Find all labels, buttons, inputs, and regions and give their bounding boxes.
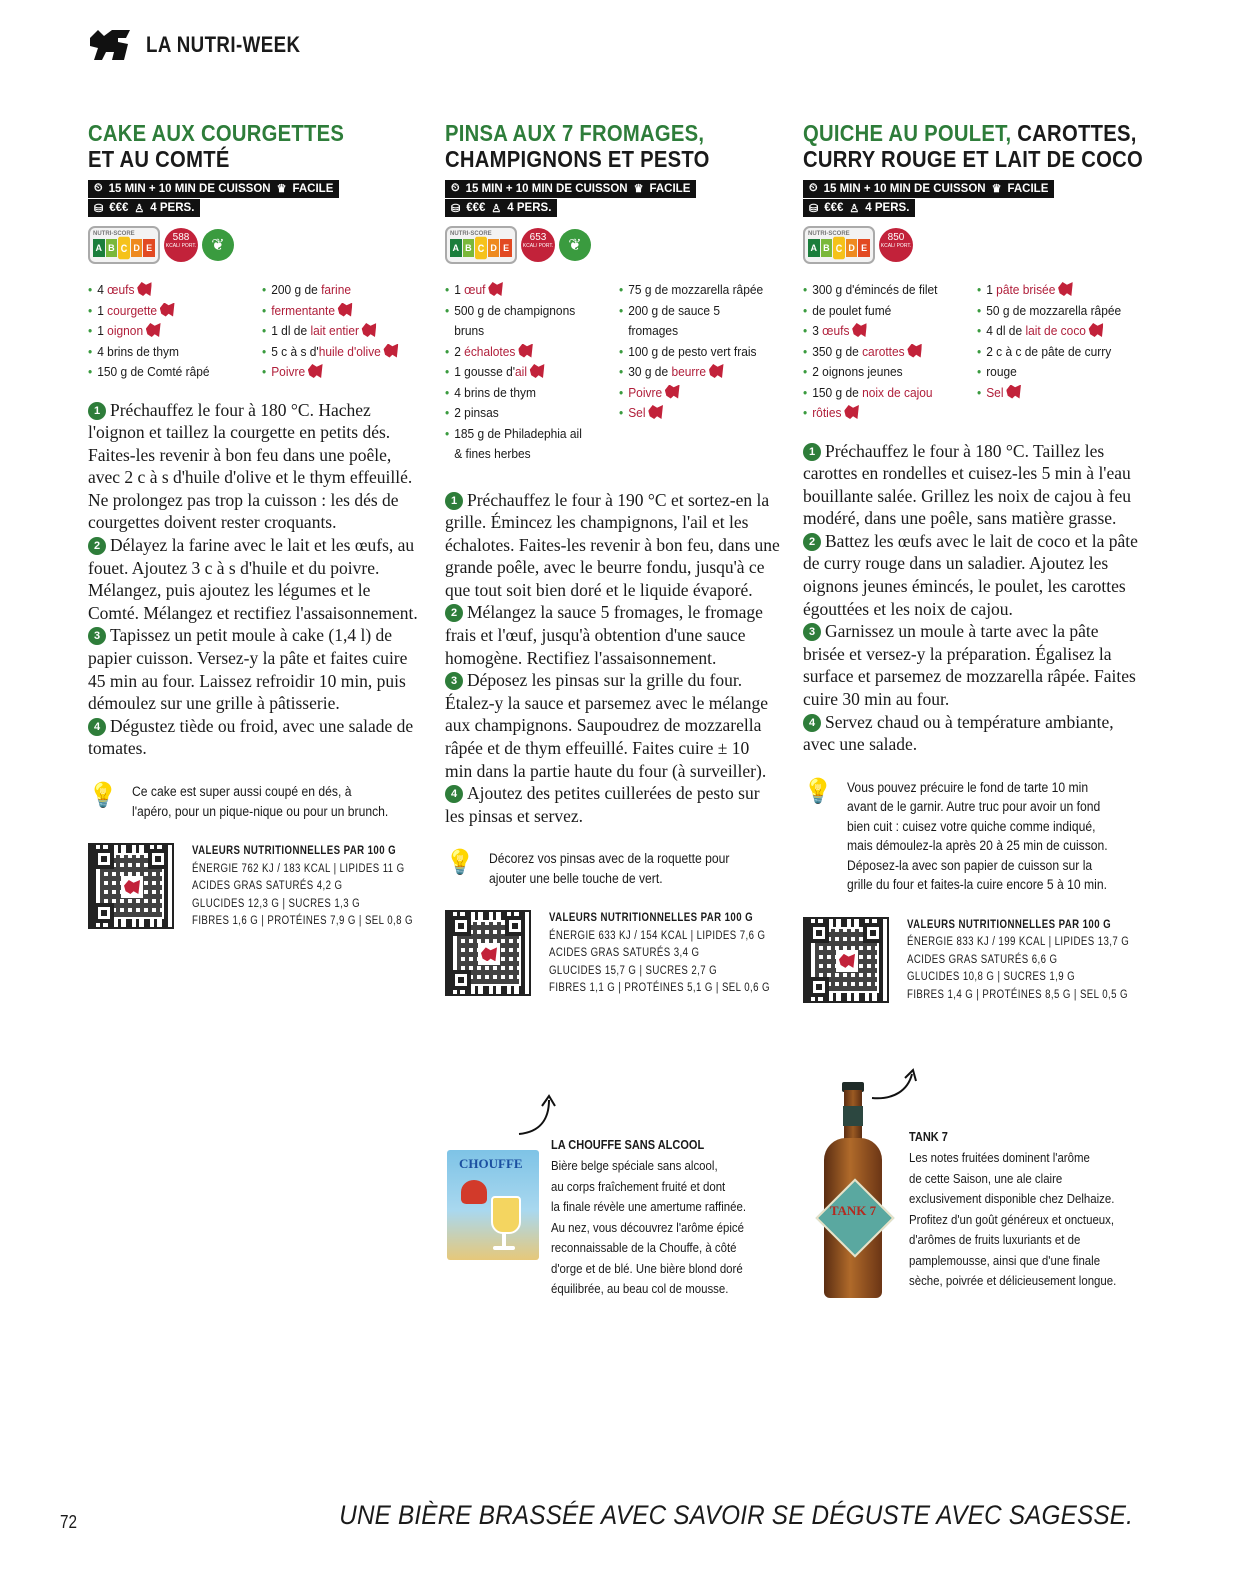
ingredient-item: • 4 œufs xyxy=(88,280,237,301)
chef-hat-icon: ♛ xyxy=(991,183,1002,195)
lion-icon xyxy=(844,405,859,419)
recipe-badges xyxy=(803,224,1138,266)
step-number: 1 xyxy=(445,492,463,510)
beer-pairing-chouffe: LA CHOUFFE SANS ALCOOL Bière belge spéciale sans alcool, au corps fraîchement fruité et dont la finale révèle une amertume raffinée. Au nez, vous découvrez l'arôme épicé reconnaissable de la Chouffe, à côté d'orge et de blé. Une bière blond doré équilibrée, au beau col de mousse. xyxy=(551,1138,747,1296)
ingredient-item: & fines herbes xyxy=(454,446,531,461)
nutrition-block: VALEURS NUTRITIONNELLES PAR 100 G ÉNERGIE 833 KJ / 199 KCAL | LIPIDES 13,7 G ACIDES GRAS SATURÉS 6,6 G GLUCIDES 10,8 G | SUCRES 1,9 G FIBRES 1,4 G | PROTÉINES 8,5 G | SEL 0,5 G xyxy=(803,917,1138,1005)
ingredient-item: • 150 g de Comté râpé xyxy=(88,362,237,383)
lion-icon xyxy=(160,303,175,317)
page-header xyxy=(88,28,328,62)
ingredients-list xyxy=(803,280,1138,424)
lion-icon xyxy=(361,323,376,337)
ingredients-list xyxy=(88,280,423,383)
recipe-column-2 xyxy=(445,120,780,998)
person-icon: ♙ xyxy=(491,202,502,215)
beer-pairing-tank7: TANK 7 Les notes fruitées dominent l'arôme de cette Saison, une ale claire exclusivement disponible chez Delhaize. Profitez d'un goût généreux et onctueux, d'arômes de fruits luxuriants et de pamplemousse, ainsi que d'une finale sèche, poivrée et délicieusement longue. xyxy=(909,1130,1117,1288)
ingredient-item: • 150 g de noix de cajou xyxy=(803,383,952,404)
clock-icon: ⏲ xyxy=(809,182,818,194)
lion-icon xyxy=(907,344,922,358)
ingredient-item: • 2 c à c de pâte de curry xyxy=(977,342,1126,363)
ingredient-item: • rôties xyxy=(803,403,952,424)
recipe-tip: 💡 Décorez vos pinsas avec de la roquette pour ajouter une belle touche de vert. xyxy=(445,849,780,888)
step-number: 3 xyxy=(803,623,821,641)
section-title: LA NUTRI-WEEK xyxy=(146,32,301,57)
ingredient-item: • 50 g de mozzarella râpée xyxy=(977,301,1126,322)
step: 3 Garnissez un moule à tarte avec la pâte brisée et versez-y la préparation. Égalisez la surface et parsemez de mozzarella râpée. Faites cuire 30 min au four. xyxy=(803,621,1136,710)
vegetarian-leaf-icon: ❦ xyxy=(559,229,591,261)
lion-icon xyxy=(1058,282,1073,296)
ingredient-item: • 1 œuf xyxy=(445,280,594,301)
step: 2 Délayez la farine avec le lait et les œufs, au fouet. Ajoutez 3 c à s d'huile et du poivre. Mélangez, puis ajoutez les légumes et le Comté. Mélangez et rectifiez l'assaisonnement. xyxy=(88,535,418,623)
ingredient-item: • 185 g de Philadephia ail xyxy=(445,424,594,445)
lightbulb-icon: 💡 xyxy=(88,782,118,809)
ingredient-item: • Sel xyxy=(619,403,768,424)
recipe-tip: 💡 Ce cake est super aussi coupé en dés, à l'apéro, pour un pique-nique ou pour un brunch. xyxy=(88,782,423,821)
step-number: 4 xyxy=(803,714,821,732)
recipe-title: PINSA AUX 7 FROMAGES, CHAMPIGNONS ET PESTO xyxy=(445,120,710,172)
nutri-score: NUTRI-SCORE A B C D E xyxy=(445,226,517,264)
lion-icon xyxy=(337,303,352,317)
qr-code[interactable] xyxy=(445,910,531,996)
step: 2 Battez les œufs avec le lait de coco et la pâte de curry rouge dans un saladier. Ajoutez les oignons jeunes émincés, le poulet, les carottes égouttées et les noix de cajou. xyxy=(803,530,1138,619)
ingredient-item: • 4 brins de thym xyxy=(88,342,237,363)
basket-icon: ⛁ xyxy=(809,202,819,215)
ingredient-item: • de poulet fumé xyxy=(803,301,952,322)
lion-icon xyxy=(648,405,663,419)
recipe-column-1 xyxy=(88,120,423,931)
ingredient-item: • 4 brins de thym xyxy=(445,383,594,404)
ingredient-item: • Poivre xyxy=(619,383,768,404)
step-number: 1 xyxy=(88,402,106,420)
step-number: 1 xyxy=(803,443,821,461)
ingredient-item: • 200 g de sauce 5 xyxy=(619,301,768,322)
ingredient-item: • 1 dl de lait entier xyxy=(262,321,411,342)
qr-code[interactable] xyxy=(88,843,174,929)
delhaize-lion-logo xyxy=(88,28,132,62)
curved-arrow-icon xyxy=(515,1092,565,1138)
lion-icon xyxy=(530,364,545,378)
step: 4 Ajoutez des petites cuillerées de pesto sur les pinsas et servez. xyxy=(445,783,760,826)
ingredient-item: • 4 dl de lait de coco xyxy=(977,321,1126,342)
basket-icon: ⛁ xyxy=(94,202,104,215)
lion-icon xyxy=(137,282,152,296)
basket-icon: ⛁ xyxy=(451,202,461,215)
vegetarian-leaf-icon: ❦ xyxy=(202,229,234,261)
ingredient-item: • 2 pinsas xyxy=(445,403,594,424)
tank7-bottle-image: TANK 7 xyxy=(818,1082,888,1300)
ingredient-item: • 75 g de mozzarella râpée xyxy=(619,280,768,301)
nutri-score: NUTRI-SCORE A B C D E xyxy=(88,226,160,264)
ingredient-item: • fermentante xyxy=(262,301,411,322)
page-number: 72 xyxy=(60,1512,78,1532)
recipe-steps xyxy=(445,489,780,828)
lion-icon xyxy=(708,364,723,378)
ingredient-item: • 3 œufs xyxy=(803,321,952,342)
lion-icon xyxy=(852,323,867,337)
step-number: 2 xyxy=(445,604,463,622)
person-icon: ♙ xyxy=(134,202,145,215)
qr-code[interactable] xyxy=(803,917,889,1003)
ingredient-item: • 30 g de beurre xyxy=(619,362,768,383)
lion-icon xyxy=(383,344,398,358)
ingredient-item: • 300 g d'émincés de filet xyxy=(803,280,952,301)
ingredient-item: • 1 pâte brisée xyxy=(977,280,1126,301)
step: 3 Déposez les pinsas sur la grille du four. Étalez-y la sauce et parsemez avec le mélange aux champignons. Saupoudrez de mozzarella râpée et de thym effeuillé. Faites cuire ± 10 min dans la partie haute du four (à surveiller). xyxy=(445,670,769,781)
lion-icon xyxy=(307,364,322,378)
step: 4 Dégustez tiède ou froid, avec une salade de tomates. xyxy=(88,715,414,759)
nutri-score: NUTRI-SCORE A B C D E xyxy=(803,226,875,264)
chouffe-pack-image: CHOUFFE xyxy=(447,1150,539,1260)
recipe-meta: ⏲ 15 MIN + 10 MIN DE CUISSON ♛ FACILE ⛁ €€€ ♙ 4 PERS. xyxy=(88,178,423,218)
ingredient-item: • 100 g de pesto vert frais xyxy=(619,342,768,363)
ingredient-item: • 1 oignon xyxy=(88,321,237,342)
lion-icon xyxy=(664,385,679,399)
step: 4 Servez chaud ou à température ambiante, avec une salade. xyxy=(803,711,1114,755)
step: 1 Préchauffez le four à 180 °C. Hachez l'oignon et taillez la courgette en petits dés. Faites-les revenir à bon feu dans une poêle, avec 2 c à s d'huile d'olive et le thym effeuillé. Ne prolongez pas trop la cuisson : les dés de courgettes doivent rester croquants. xyxy=(88,399,413,533)
ingredient-item: • 500 g de champignons xyxy=(445,301,594,322)
recipe-steps xyxy=(803,440,1138,756)
clock-icon: ⏲ xyxy=(94,182,103,194)
lion-icon xyxy=(1088,323,1103,337)
kcal-badge: 588 KCAL/ PORT. xyxy=(164,228,198,262)
recipe-tip: 💡 Vous pouvez précuire le fond de tarte 10 min avant de le garnir. Autre truc pour avoir un fond bien cuit : cuisez votre quiche comme indiqué, mais démoulez-la après 20 à 25 min de cuisson. Déposez-la avec son papier de cuisson sur la grille du four et faites-la cuire encore 5 à 10 min. xyxy=(803,778,1138,895)
lion-icon xyxy=(146,323,161,337)
ingredient-item: • Sel xyxy=(977,383,1126,404)
lion-icon xyxy=(488,282,503,296)
ingredients-list xyxy=(445,280,780,465)
lion-icon xyxy=(518,344,533,358)
recipe-badges xyxy=(88,224,423,266)
ingredient-item: • 1 gousse d'ail xyxy=(445,362,594,383)
recipe-meta: ⏲ 15 MIN + 10 MIN DE CUISSON ♛ FACILE ⛁ €€€ ♙ 4 PERS. xyxy=(803,178,1138,218)
clock-icon: ⏲ xyxy=(451,182,460,194)
ingredient-item: bruns xyxy=(454,323,485,338)
step-number: 4 xyxy=(88,718,106,736)
step: 2 Mélangez la sauce 5 fromages, le fromage frais et l'œuf, jusqu'à obtention d'une sauce homogène. Rectifiez l'assaisonnement. xyxy=(445,602,763,668)
person-icon: ♙ xyxy=(849,202,860,215)
legal-slogan: UNE BIÈRE BRASSÉE AVEC SAVOIR SE DÉGUSTE AVEC SAGESSE. xyxy=(339,1500,1133,1530)
recipe-column-3 xyxy=(803,120,1143,1004)
ingredient-item: • rouge xyxy=(977,362,1126,383)
lightbulb-icon: 💡 xyxy=(803,777,833,805)
step: 1 Préchauffez le four à 180 °C. Taillez les carottes en rondelles et cuisez-les 5 min à l'eau bouillante salée. Grillez les noix de cajou à feu modéré, dans une poêle, sans matière grasse. xyxy=(803,440,1131,529)
recipe-title: QUICHE AU POULET, CAROTTES, CURRY ROUGE ET LAIT DE COCO xyxy=(803,120,1143,172)
ingredient-item: • 350 g de carottes xyxy=(803,342,952,363)
lightbulb-icon: 💡 xyxy=(445,849,475,877)
ingredient-item: • 200 g de farine xyxy=(262,280,411,301)
chef-hat-icon: ♛ xyxy=(633,183,644,195)
recipe-badges xyxy=(445,224,780,266)
lion-icon xyxy=(1006,385,1021,399)
step: 1 Préchauffez le four à 190 °C et sortez-en la grille. Émincez les champignons, l'ail et les échalotes. Faites-les revenir à bon feu, dans une grande poêle, avec le beurre fondu, jusqu'à ce que tout soit bien doré et le liquide évaporé. xyxy=(445,489,780,600)
ingredient-item: • 2 échalotes xyxy=(445,342,594,363)
step-number: 3 xyxy=(88,627,106,645)
ingredient-item: • 2 oignons jeunes xyxy=(803,362,952,383)
kcal-badge: 653 KCAL/ PORT. xyxy=(521,228,555,262)
recipe-meta: ⏲ 15 MIN + 10 MIN DE CUISSON ♛ FACILE ⛁ €€€ ♙ 4 PERS. xyxy=(445,178,780,218)
ingredient-item: • 5 c à s d'huile d'olive xyxy=(262,342,411,363)
recipe-title: CAKE AUX COURGETTES ET AU COMTÉ xyxy=(88,120,345,172)
chef-hat-icon: ♛ xyxy=(276,183,287,195)
step-number: 4 xyxy=(445,785,463,803)
recipe-steps xyxy=(88,399,423,761)
ingredient-item: fromages xyxy=(627,323,678,338)
nutrition-block: VALEURS NUTRITIONNELLES PAR 100 G ÉNERGIE 633 KJ / 154 KCAL | LIPIDES 7,6 G ACIDES GRAS SATURÉS 3,4 G GLUCIDES 15,7 G | SUCRES 2,7 G FIBRES 1,1 G | PROTÉINES 5,1 G | SEL 0,6 G xyxy=(445,910,780,998)
step-number: 2 xyxy=(88,537,106,555)
ingredient-item: • Poivre xyxy=(262,362,411,383)
step-number: 3 xyxy=(445,672,463,690)
step-number: 2 xyxy=(803,533,821,551)
kcal-badge: 850 KCAL/ PORT. xyxy=(879,228,913,262)
nutrition-block: VALEURS NUTRITIONNELLES PAR 100 G ÉNERGIE 762 KJ / 183 KCAL | LIPIDES 11 G ACIDES GRAS SATURÉS 4,2 G GLUCIDES 12,3 G | SUCRES 1,3 G FIBRES 1,6 G | PROTÉINES 7,9 G | SEL 0,8 G xyxy=(88,843,423,931)
step: 3 Tapissez un petit moule à cake (1,4 l) de papier cuisson. Versez-y la pâte et faites cuire 45 min au four. Laissez refroidir 10 min, puis démoulez sur une grille à pâtisserie. xyxy=(88,625,408,714)
ingredient-item: • 1 courgette xyxy=(88,301,237,322)
